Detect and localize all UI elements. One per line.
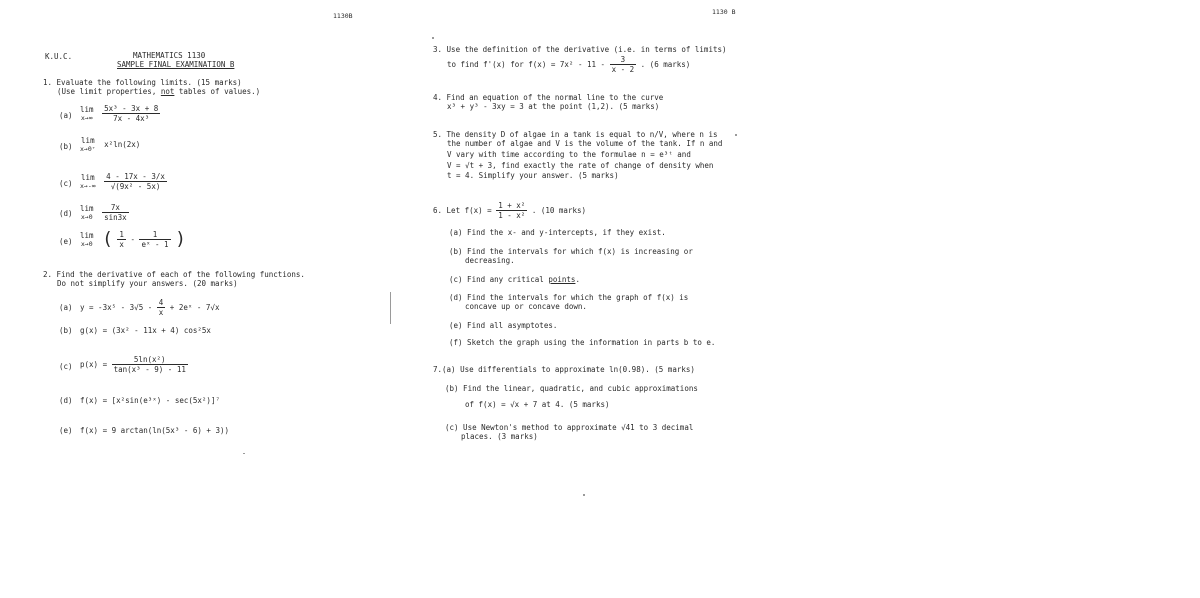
exam-title: SAMPLE FINAL EXAMINATION B <box>117 60 235 69</box>
question-1-note: (Use limit properties, not tables of values.) <box>57 87 261 96</box>
q1a-label: (a) <box>59 111 73 120</box>
question-5-line: V = √t + 3, find exactly the rate of change of density when <box>447 161 714 170</box>
question-1-text: 1. Evaluate the following limits. (15 marks) <box>43 78 242 87</box>
q2a-expression: y = -3x⁵ - 3√5 - $\frac{4}{x}$ + 2eˣ - 7√x <box>80 298 220 317</box>
q1c-label: (c) <box>59 179 73 188</box>
q6d-text-cont: concave up or concave down. <box>465 302 587 311</box>
q2d-label: (d) <box>59 396 73 405</box>
question-2-text: 2. Find the derivative of each of the following functions. <box>43 270 305 279</box>
question-6-text: 6. Let f(x) = $\frac{\text{1 + x²}}{\text{1 - x²}}$ . (10 marks) <box>433 201 587 220</box>
q6c-text: (c) Find any critical points. <box>449 275 580 284</box>
q1e-label: (e) <box>59 237 73 246</box>
q1d-expression: lim x→0 $\frac{7x}{\sin 3x}$ <box>80 203 127 222</box>
question-5-line: the number of algae and V is the volume of the tank. If n and <box>447 139 723 148</box>
question-4-text: 4. Find an equation of the normal line to the curve <box>433 93 664 102</box>
q6b-text: (b) Find the intervals for which f(x) is increasing or <box>449 247 693 256</box>
question-4-formula: x³ + y³ - 3xy = 3 at the point (1,2). (5 marks) <box>447 102 660 111</box>
q1c-expression: lim x→-∞ $\frac{4 - 17x - 3/x}{\text{√(9x² - 5x)}}$ <box>80 172 165 191</box>
question-5-line: t = 4. Simplify your answer. (5 marks) <box>447 171 619 180</box>
q1d-label: (d) <box>59 209 73 218</box>
course-title: MATHEMATICS 1130 <box>133 51 206 60</box>
q6b-text-cont: decreasing. <box>465 256 515 265</box>
q2a-label: (a) <box>59 303 73 312</box>
scan-mark <box>243 453 245 454</box>
q6d-text: (d) Find the intervals for which the graph of f(x) is <box>449 293 689 302</box>
q6e-text: (e) Find all asymptotes. <box>449 321 558 330</box>
q1a-expression: lim x→∞ $\frac{\text{5x³ - 3x + 8}}{\text{7x - 4x³}}$ <box>80 104 159 123</box>
question-3-formula: to find f'(x) for f(x) = 7x² - 11 - $\frac{3}{x - 2}$ . (6 marks) <box>447 55 691 74</box>
q2c-expression: p(x) = $\frac{\text{5ln(x²)}}{\text{tan(x³ - 9) - 11}}$ <box>80 355 186 374</box>
scan-mark <box>432 37 434 39</box>
q6a-text: (a) Find the x- and y-intercepts, if they exist. <box>449 228 666 237</box>
q1e-expression: lim x→0 ( $\frac{1}{x}$ - $\frac{1}{\text{eˣ - 1}}$ ) <box>80 228 186 250</box>
question-5-line: 5. The density D of algae in a tank is equal to n/V, where n is <box>433 130 718 139</box>
question-2-note: Do not simplify your answers. (20 marks) <box>57 279 238 288</box>
q1b-label: (b) <box>59 142 73 151</box>
q2e-label: (e) <box>59 426 73 435</box>
q2d-expression: f(x) = [x²sin(e³ˣ) - sec(5x²)]⁷ <box>80 396 220 405</box>
q2b-label: (b) <box>59 326 73 335</box>
q7c-text: (c) Use Newton's method to approximate √41 to 3 decimal <box>445 423 694 432</box>
q1b-expression: lim x→0⁺ x²ln(2x) <box>80 136 141 153</box>
question-5-line: V vary with time according to the formulae n = e³ᵗ and <box>447 150 691 159</box>
q2e-expression: f(x) = 9 arctan(ln(5x³ - 6) + 3)) <box>80 426 230 435</box>
q7b-text-cont: of f(x) = √x + 7 at 4. (5 marks) <box>465 400 610 409</box>
left-page-number: 1130B <box>333 12 353 20</box>
q2b-expression: g(x) = (3x² - 11x + 4) cos²5x <box>80 326 211 335</box>
scan-mark <box>735 134 737 136</box>
scan-mark <box>583 494 585 496</box>
question-3-text: 3. Use the definition of the derivative (i.e. in terms of limits) <box>433 45 727 54</box>
scan-mark <box>390 292 391 324</box>
q2c-label: (c) <box>59 362 73 371</box>
q6f-text: (f) Sketch the graph using the information in parts b to e. <box>449 338 716 347</box>
right-page-number: 1130 B <box>712 8 736 16</box>
q7b-text: (b) Find the linear, quadratic, and cubic approximations <box>445 384 698 393</box>
institution: K.U.C. <box>45 52 73 61</box>
q7c-text-cont: places. (3 marks) <box>461 432 538 441</box>
q7a-text: 7.(a) Use differentials to approximate ln(0.98). (5 marks) <box>433 365 695 374</box>
